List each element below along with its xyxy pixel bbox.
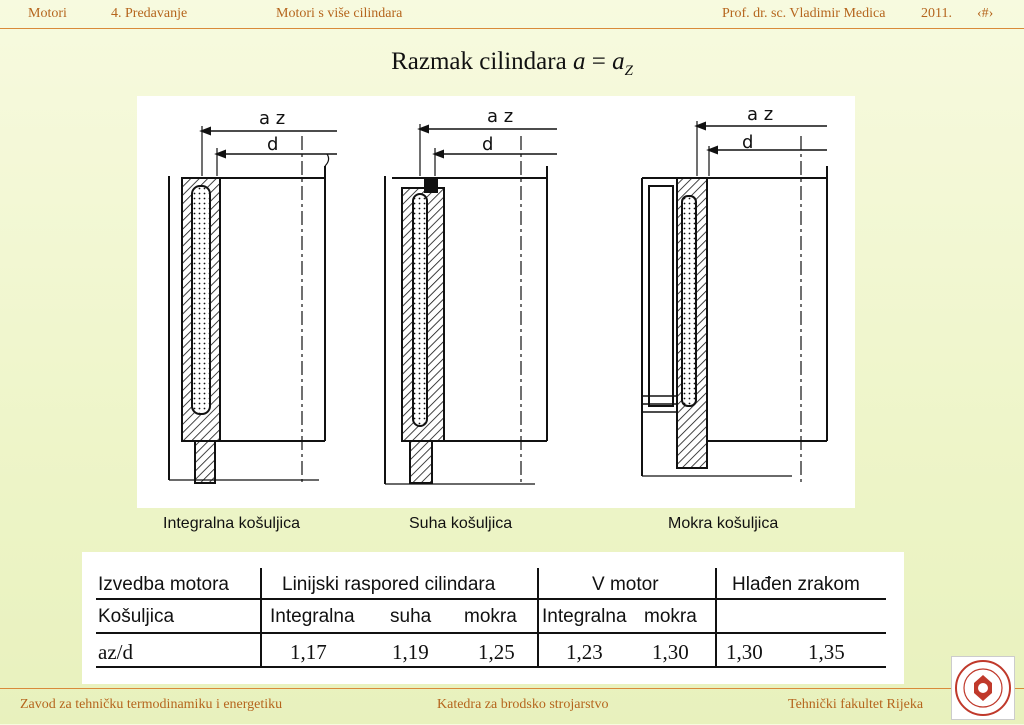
table-divider (715, 568, 717, 668)
table-value: 1,30 (652, 640, 689, 664)
az-label-2: a z (487, 106, 514, 127)
table-header-air-cooled: Hlađen zrakom (732, 574, 860, 595)
cylinder-liner-figure (137, 96, 855, 508)
slide-header (0, 0, 1024, 29)
caption-wet-liner: Mokra košuljica (668, 515, 779, 532)
table-label-az-d: az/d (98, 640, 133, 664)
header-topic: Motori s više cilindara (276, 6, 403, 21)
table-liner-wet-2: mokra (644, 606, 697, 627)
table-value: 1,19 (392, 640, 429, 664)
table-rule (96, 598, 886, 600)
table-liner-wet-1: mokra (464, 606, 517, 627)
table-divider (537, 568, 539, 668)
az-label-1: a z (259, 108, 286, 129)
table-value: 1,17 (290, 640, 327, 664)
caption-dry-liner: Suha košuljica (409, 515, 513, 532)
table-rule (96, 666, 886, 668)
table-label-liner: Košuljica (98, 606, 175, 627)
table-divider (260, 568, 262, 668)
caption-integral-liner: Integralna košuljica (163, 515, 300, 532)
table-header-engine-design: Izvedba motora (98, 574, 229, 595)
slide-footer (0, 688, 1024, 725)
table-liner-dry: suha (390, 606, 432, 627)
table-value: 1,23 (566, 640, 603, 664)
integral-liner-section (169, 108, 337, 486)
table-value: 1,35 (808, 640, 845, 664)
d-label-3: d (742, 132, 754, 153)
table-value: 1,25 (478, 640, 515, 664)
university-seal-icon (951, 656, 1015, 720)
table-rule (96, 632, 886, 634)
table-header-inline: Linijski raspored cilindara (282, 574, 496, 595)
table-liner-integral-1: Integralna (270, 606, 355, 627)
footer-faculty: Tehnički fakultet Rijeka (788, 697, 924, 712)
d-label-1: d (267, 134, 279, 155)
header-lecture: 4. Predavanje (111, 6, 188, 21)
cylinder-spacing-table (82, 552, 904, 684)
liner-diagram (137, 96, 855, 508)
footer-department: Katedra za brodsko strojarstvo (437, 697, 609, 712)
table-header-v-engine: V motor (592, 574, 659, 595)
d-label-2: d (482, 134, 494, 155)
dry-liner-section (385, 106, 557, 486)
wet-liner-section (642, 104, 827, 486)
header-year: 2011. (921, 6, 952, 21)
table-value: 1,30 (726, 640, 763, 664)
header-course: Motori (28, 6, 67, 21)
az-label-3: a z (747, 104, 774, 125)
footer-institute: Zavod za tehničku termodinamiku i energetiku (20, 697, 283, 712)
table-liner-integral-2: Integralna (542, 606, 627, 627)
header-author: Prof. dr. sc. Vladimir Medica (722, 6, 886, 21)
header-slide-number: ‹#› (977, 6, 994, 21)
slide-title: Razmak cilindara $a = a_Z$ (391, 48, 633, 79)
